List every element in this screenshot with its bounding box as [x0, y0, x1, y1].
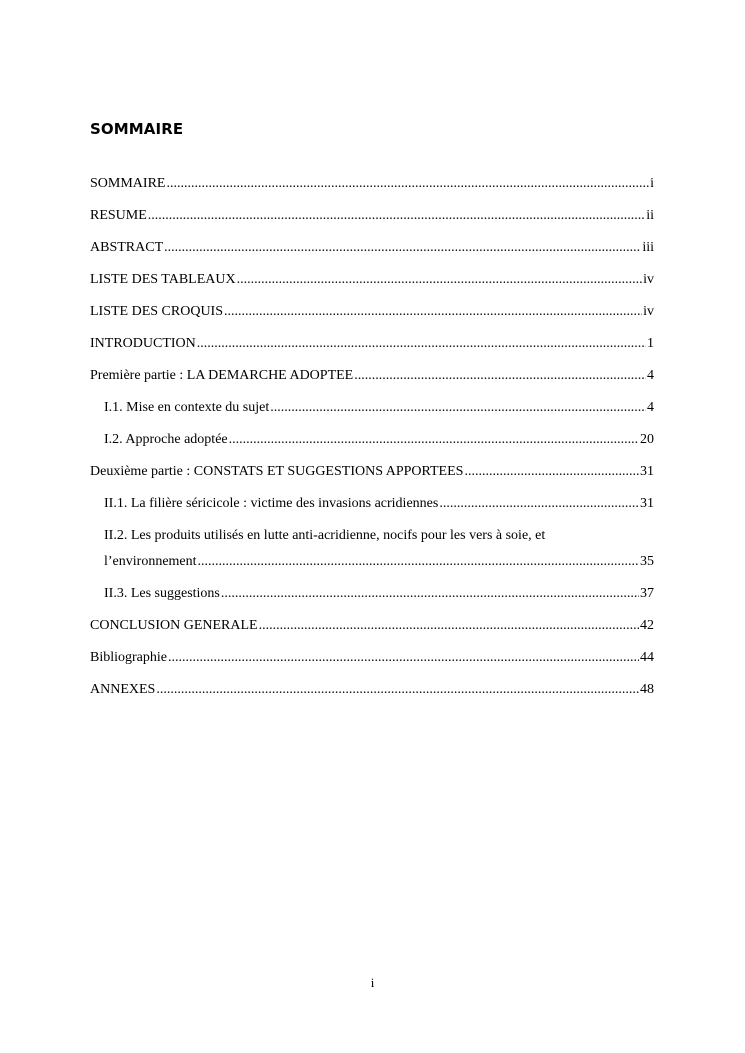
toc-entry-sommaire[interactable] — [90, 175, 654, 207]
toc-entry-annexes[interactable] — [90, 681, 654, 713]
toc-entry-page: 20 — [640, 432, 654, 447]
toc-entry-page: ii — [646, 208, 654, 223]
toc-leader-dots — [221, 585, 639, 603]
toc-entry-conclusion-generale[interactable] — [90, 617, 654, 649]
toc-entry-page: 31 — [640, 464, 654, 479]
toc-entry-title: ANNEXES — [90, 682, 156, 697]
toc-leader-dots — [270, 399, 646, 417]
toc-entry-page: 4 — [647, 368, 654, 383]
toc-leader-dots — [354, 367, 646, 385]
toc-entry-ii-1[interactable] — [90, 495, 654, 527]
toc-entry-page: 37 — [640, 586, 654, 601]
toc-entry-page: 35 — [640, 554, 654, 569]
toc-entry-page: iv — [643, 272, 654, 287]
toc-entry-page: 44 — [640, 650, 654, 665]
toc-entry-title-line2: l’environnement — [104, 554, 197, 569]
toc-leader-dots — [166, 175, 649, 193]
toc-entry-i-2[interactable] — [90, 431, 654, 463]
toc-entry-title: II.1. La filière séricicole : victime des invasions acridiennes — [104, 496, 439, 511]
toc-entry-title-line1: II.2. Les produits utilisés en lutte anti-acridienne, nocifs pour les vers à soie, et — [104, 528, 546, 543]
toc-entry-page: iii — [642, 240, 654, 255]
toc-entry-page: 42 — [640, 618, 654, 633]
toc-entry-title: ABSTRACT — [90, 240, 164, 255]
toc-entry-title: Deuxième partie : CONSTATS ET SUGGESTIONS APPORTEES — [90, 464, 464, 479]
toc-entry-page: 31 — [640, 496, 654, 511]
toc-entry-page: 4 — [647, 400, 654, 415]
toc-entry-title: I.2. Approche adoptée — [104, 432, 228, 447]
toc-entry-title: LISTE DES CROQUIS — [90, 304, 224, 319]
toc-entry-title: LISTE DES TABLEAUX — [90, 272, 236, 287]
toc-entry-deuxieme-partie[interactable] — [90, 463, 654, 495]
toc-leader-dots — [439, 495, 639, 513]
toc-entry-ii-3[interactable] — [90, 585, 654, 617]
toc-entry-title: SOMMAIRE — [90, 176, 166, 191]
toc-entry-i-1[interactable] — [90, 399, 654, 431]
toc-entry-page: 1 — [647, 336, 654, 351]
toc-entry-title: I.1. Mise en contexte du sujet — [104, 400, 270, 415]
toc-leader-dots — [198, 553, 639, 571]
toc-leader-dots — [229, 431, 639, 449]
toc-entry-ii-2[interactable] — [90, 527, 654, 585]
toc-leader-dots — [464, 463, 639, 481]
toc-entry-title: Bibliographie — [90, 650, 167, 665]
toc-entry-title: CONCLUSION GENERALE — [90, 618, 258, 633]
toc-leader-dots — [237, 271, 642, 289]
toc-entry-page: iv — [643, 304, 654, 319]
page-number: i — [370, 975, 375, 990]
toc-entry-page: i — [650, 176, 654, 191]
toc-leader-dots — [168, 649, 639, 667]
toc-leader-dots — [156, 681, 639, 699]
toc-entry-page: 48 — [640, 682, 654, 697]
toc-entry-title: Première partie : LA DEMARCHE ADOPTEE — [90, 368, 354, 383]
toc-leader-dots — [164, 239, 641, 257]
table-of-contents — [90, 175, 654, 713]
toc-entry-resume[interactable] — [90, 207, 654, 239]
toc-entry-title: INTRODUCTION — [90, 336, 196, 351]
toc-leader-dots — [148, 207, 645, 225]
toc-leader-dots — [259, 617, 639, 635]
toc-entry-introduction[interactable] — [90, 335, 654, 367]
page-title: SOMMAIRE — [90, 120, 184, 138]
toc-entry-abstract[interactable] — [90, 239, 654, 271]
toc-entry-title: RESUME — [90, 208, 147, 223]
toc-leader-dots — [197, 335, 646, 353]
toc-entry-liste-des-tableaux[interactable] — [90, 271, 654, 303]
toc-entry-liste-des-croquis[interactable] — [90, 303, 654, 335]
toc-entry-bibliographie[interactable] — [90, 649, 654, 681]
toc-entry-title: II.3. Les suggestions — [104, 586, 220, 601]
toc-entry-premiere-partie[interactable] — [90, 367, 654, 399]
toc-leader-dots — [224, 303, 642, 321]
